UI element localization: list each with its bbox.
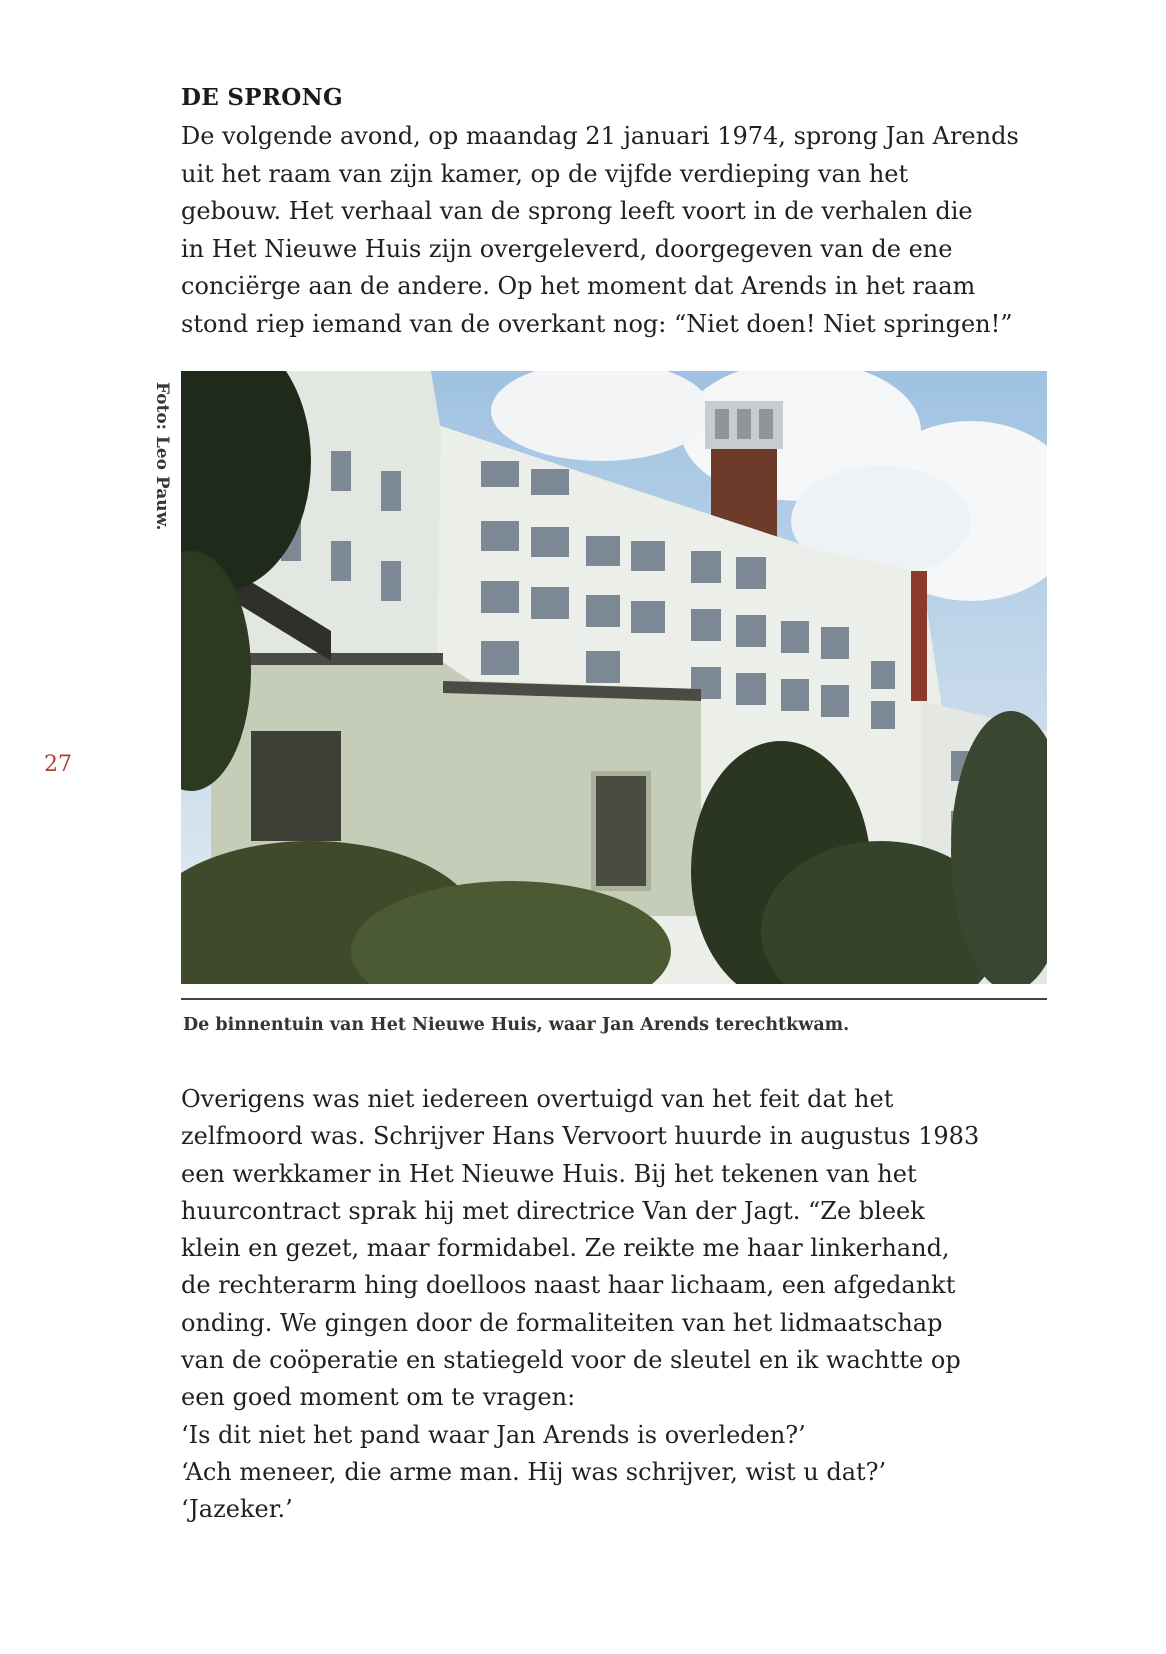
text-line: ‘Jazeker.’	[181, 1495, 293, 1524]
text-line: klein en gezet, maar formidabel. Ze reikte me haar linkerhand,	[181, 1234, 950, 1263]
building-photo	[181, 371, 1047, 984]
caption-divider	[181, 998, 1047, 1000]
text-line: van de coöperatie en statiegeld voor de sleutel en ik wachtte op	[181, 1346, 961, 1375]
page-number: 27	[44, 752, 72, 777]
text-line: de rechterarm hing doelloos naast haar lichaam, een afgedankt	[181, 1271, 956, 1300]
text-line: in Het Nieuwe Huis zijn overgeleverd, doorgegeven van de ene	[181, 234, 953, 263]
text-line: gebouw. Het verhaal van de sprong leeft voort in de verhalen die	[181, 197, 973, 226]
text-line: een goed moment om te vragen:	[181, 1383, 576, 1412]
text-line: De volgende avond, op maandag 21 januari 1974, sprong Jan Arends	[181, 122, 1019, 150]
text-line: een werkkamer in Het Nieuwe Huis. Bij het tekenen van het	[181, 1159, 917, 1188]
section-heading: DE SPRONG	[181, 84, 343, 111]
text-line: ‘Ach meneer, die arme man. Hij was schrijver, wist u dat?’	[181, 1457, 887, 1486]
text-line: huurcontract sprak hij met directrice Van der Jagt. “Ze bleek	[181, 1196, 925, 1225]
paragraph-intro	[181, 118, 1061, 344]
text-line: stond riep iemand van de overkant nog: “Niet doen! Niet springen!”	[181, 309, 1013, 338]
building-photo-illustration	[181, 371, 1047, 984]
text-line: Overigens was niet iedereen overtuigd van het feit dat het	[181, 1085, 894, 1113]
figure-caption: De binnentuin van Het Nieuwe Huis, waar Jan Arends terechtkwam.	[183, 1015, 850, 1035]
text-line: uit het raam van zijn kamer, op de vijfde verdieping van het	[181, 159, 909, 188]
paragraph-continued	[181, 1081, 1061, 1529]
text-line: ‘Is dit niet het pand waar Jan Arends is overleden?’	[181, 1420, 806, 1449]
text-line: onding. We gingen door de formaliteiten van het lidmaatschap	[181, 1308, 943, 1337]
photo-credit: Foto: Leo Pauw.	[152, 382, 172, 531]
text-line: conciërge aan de andere. Op het moment dat Arends in het raam	[181, 272, 976, 301]
text-line: zelfmoord was. Schrijver Hans Vervoort huurde in augustus 1983	[181, 1122, 980, 1151]
